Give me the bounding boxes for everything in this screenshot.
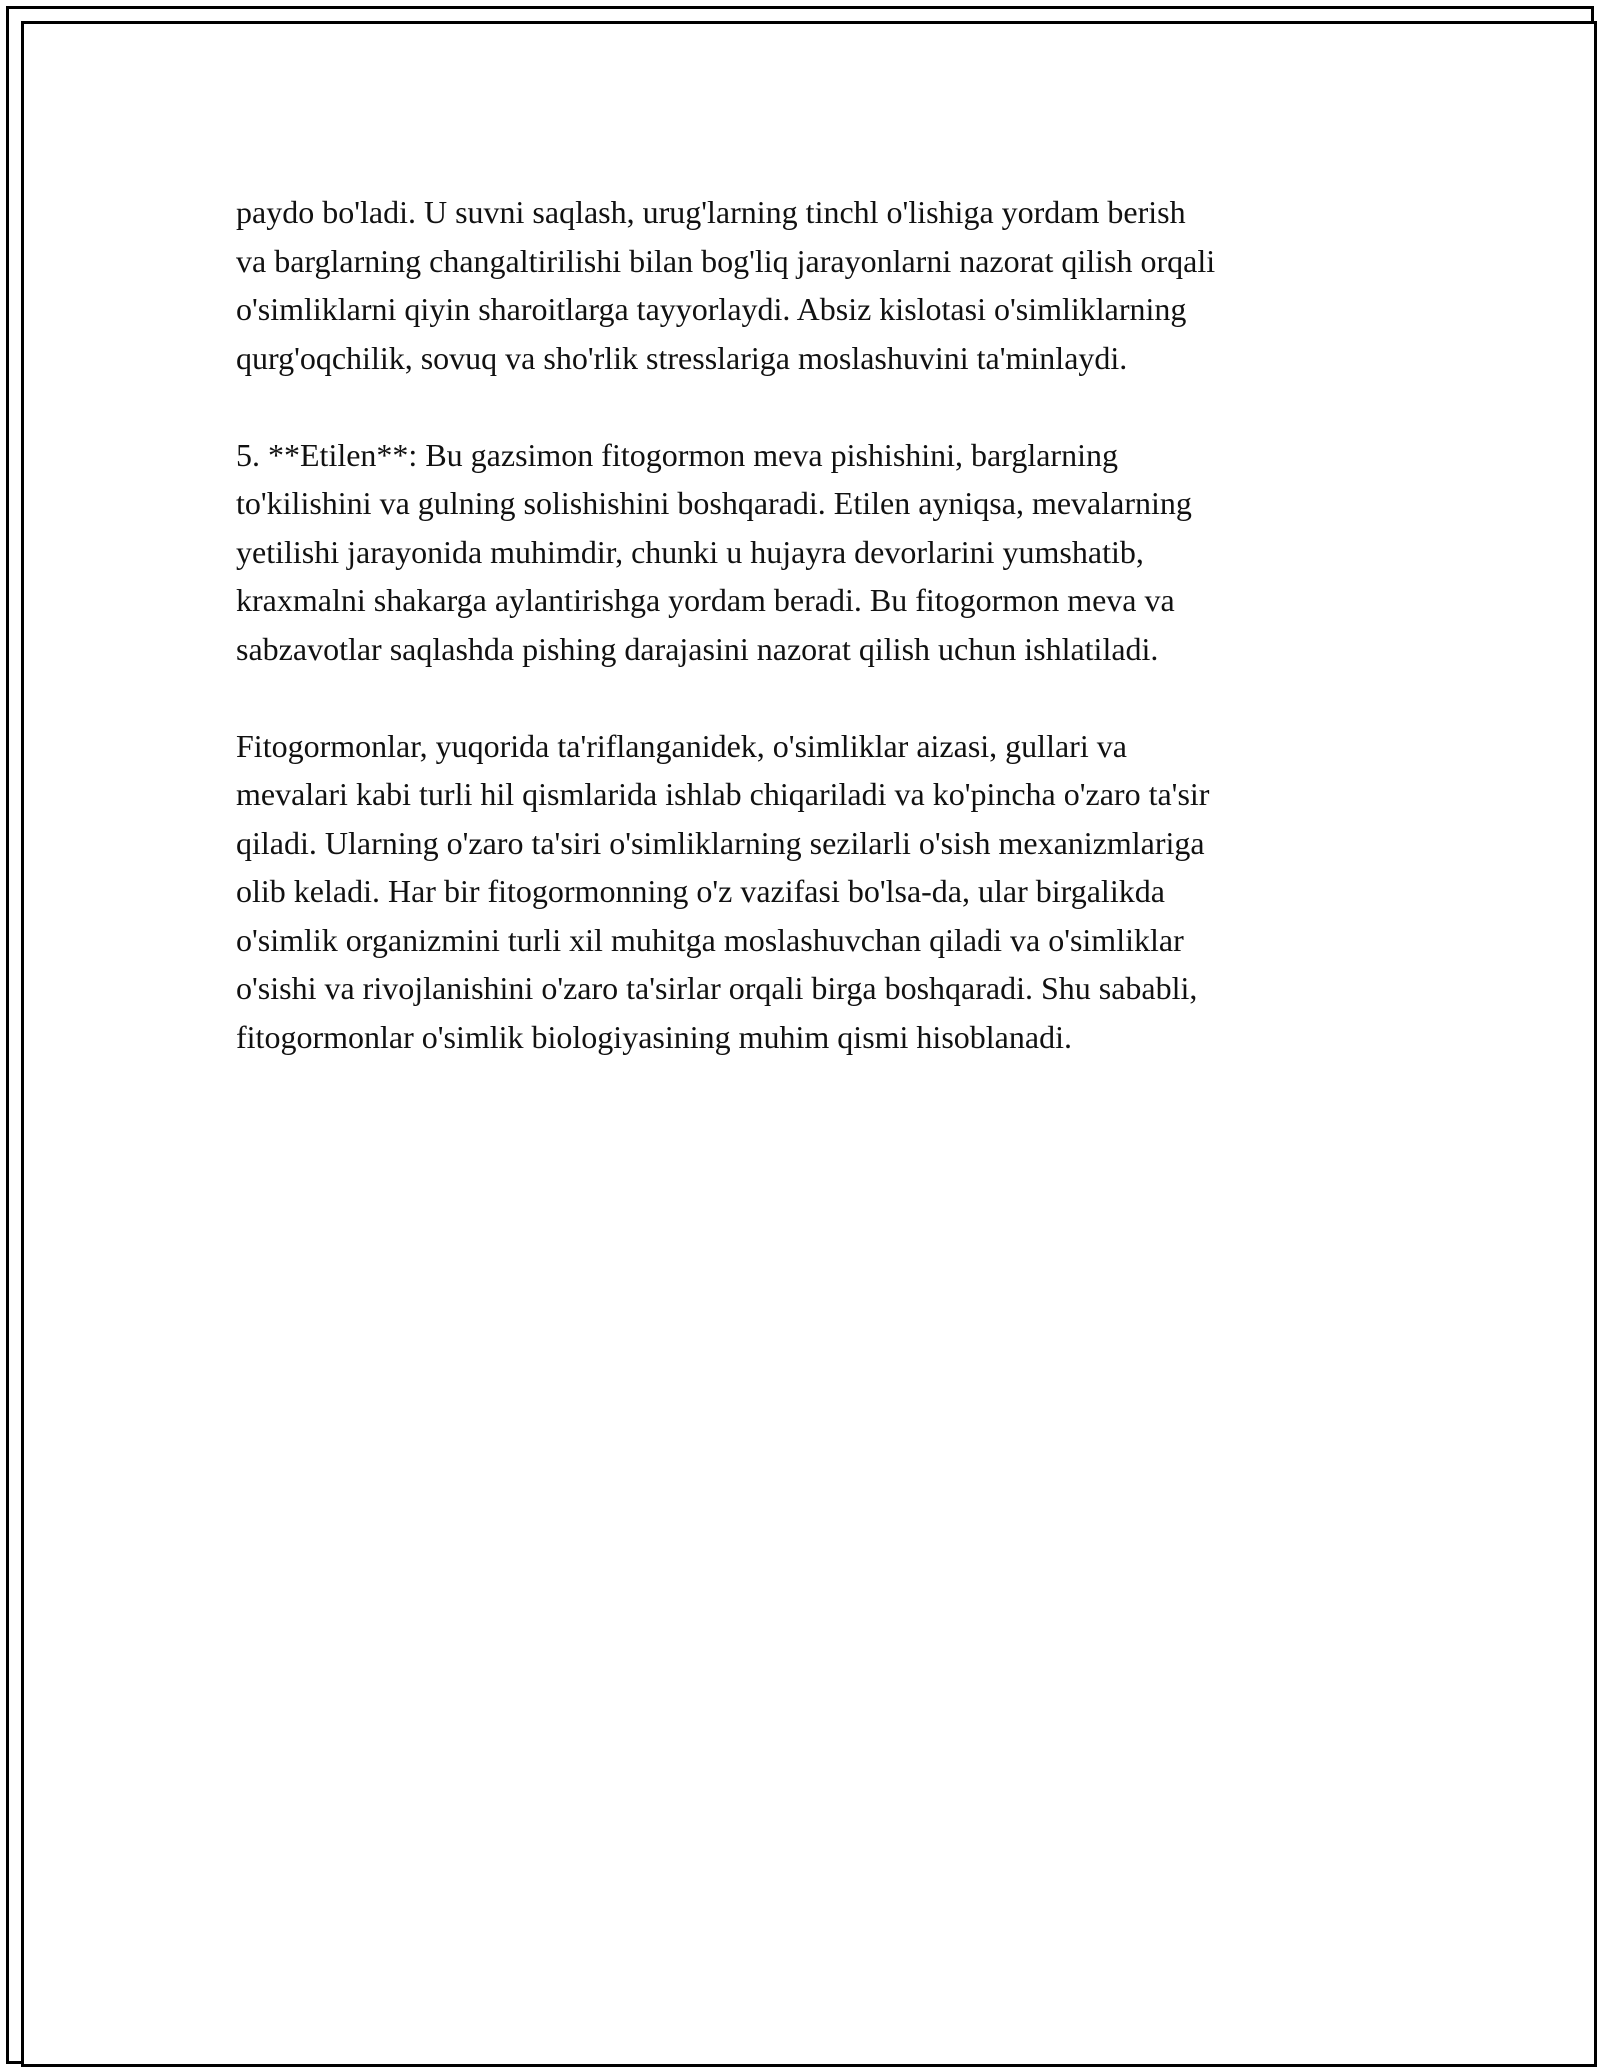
text-line: yetilishi jarayonida muhimdir, chunki u hujayra devorlarini yumshatib, bbox=[236, 533, 1144, 570]
text-line: o'simlik organizmini turli xil muhitga moslashuvchan qiladi va o'simliklar bbox=[236, 921, 1184, 958]
text-line: kraxmalni shakarga aylantirishga yordam beradi. Bu fitogormon meva va bbox=[236, 582, 1175, 618]
paragraph-fitogormonlar-conclusion bbox=[236, 722, 1376, 1062]
text-line: 5. **Etilen**: Bu gazsimon fitogormon meva pishishini, barglarning bbox=[236, 436, 1118, 473]
text-line: mevalari kabi turli hil qismlarida ishlab chiqariladi va ko'pincha o'zaro ta'sir bbox=[236, 776, 1210, 812]
text-line: o'simliklarni qiyin sharoitlarga tayyorlaydi. Absiz kislotasi o'simliklarning bbox=[236, 291, 1187, 327]
text-line: olib keladi. Har bir fitogormonning o'z vazifasi bo'lsa-da, ular birgalikda bbox=[236, 873, 1165, 909]
text-line: to'kilishini va gulning solishishini boshqaradi. Etilen ayniqsa, mevalarning bbox=[236, 485, 1192, 521]
text-line: sabzavotlar saqlashda pishing darajasini nazorat qilish uchun ishlatiladi. bbox=[236, 630, 1159, 667]
text-line: Fitogormonlar, yuqorida ta'riflanganidek, o'simliklar aizasi, gullari va bbox=[236, 727, 1127, 764]
text-line: paydo bo'ladi. U suvni saqlash, urug'larning tinchl o'lishiga yordam berish bbox=[236, 194, 1186, 230]
text-line: qiladi. Ularning o'zaro ta'siri o'simliklarning sezilarli o'sish mexanizmlariga bbox=[236, 824, 1205, 861]
text-line: fitogormonlar o'simlik biologiyasining muhim qismi hisoblanadi. bbox=[236, 1018, 1072, 1055]
text-line: va barglarning changaltirilishi bilan bog'liq jarayonlarni nazorat qilish orqali bbox=[236, 242, 1216, 279]
paragraph-etilen bbox=[236, 431, 1376, 674]
text-line: o'sishi va rivojlanishini o'zaro ta'sirlar orqali birga boshqaradi. Shu sababli, bbox=[236, 970, 1198, 1006]
paragraph-absiz-kislotasi-continued bbox=[236, 188, 1376, 382]
text-line: qurg'oqchilik, sovuq va sho'rlik stresslariga moslashuvini ta'minlaydi. bbox=[236, 339, 1128, 376]
document-body bbox=[236, 188, 1376, 1110]
